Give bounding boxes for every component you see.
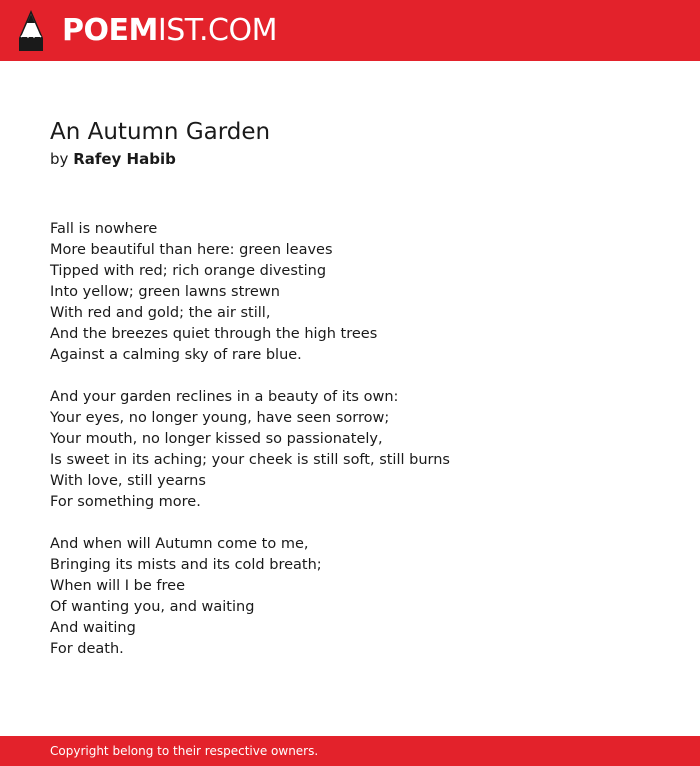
poem-title: An Autumn Garden xyxy=(50,119,271,145)
site-footer xyxy=(0,736,700,766)
poem-line: With red and gold; the air still, xyxy=(50,305,271,321)
poem-line: And the breezes quiet through the high trees xyxy=(50,326,378,342)
poem-line: Fall is nowhere xyxy=(50,221,158,237)
poem-line: With love, still yearns xyxy=(50,473,206,489)
poem-line: For something more. xyxy=(50,494,201,510)
logo-light-text: IST.COM xyxy=(157,13,277,48)
by-label: by xyxy=(50,150,69,168)
poem-line: Is sweet in its aching; your cheek is still soft, still burns xyxy=(50,452,450,468)
poem-line: For death. xyxy=(50,641,124,657)
poem-line: And your garden reclines in a beauty of its own: xyxy=(50,389,399,405)
copyright-text: Copyright belong to their respective owners. xyxy=(50,744,319,758)
stanza-1 xyxy=(50,219,650,366)
site-header xyxy=(0,0,700,61)
poem-line: Of wanting you, and waiting xyxy=(50,599,255,615)
poem-body xyxy=(50,219,650,681)
byline xyxy=(50,149,176,169)
pencil-tip-icon[interactable] xyxy=(19,10,43,51)
author-name[interactable]: Rafey Habib xyxy=(73,150,176,168)
poem-line: And waiting xyxy=(50,620,136,636)
stanza-2 xyxy=(50,387,650,513)
poem-line: Your mouth, no longer kissed so passionately, xyxy=(50,431,383,447)
poem-line: Against a calming sky of rare blue. xyxy=(50,347,302,363)
poem-line: Your eyes, no longer young, have seen sorrow; xyxy=(50,410,390,426)
site-logo[interactable] xyxy=(62,13,277,49)
poem-line: Into yellow; green lawns strewn xyxy=(50,284,280,300)
stanza-3 xyxy=(50,534,650,660)
poem-line: More beautiful than here: green leaves xyxy=(50,242,333,258)
poem-line: When will I be free xyxy=(50,578,186,594)
logo-bold-text: POEM xyxy=(62,13,158,48)
poem-line: And when will Autumn come to me, xyxy=(50,536,309,552)
poem-line: Tipped with red; rich orange divesting xyxy=(50,263,327,279)
poem-line: Bringing its mists and its cold breath; xyxy=(50,557,322,573)
